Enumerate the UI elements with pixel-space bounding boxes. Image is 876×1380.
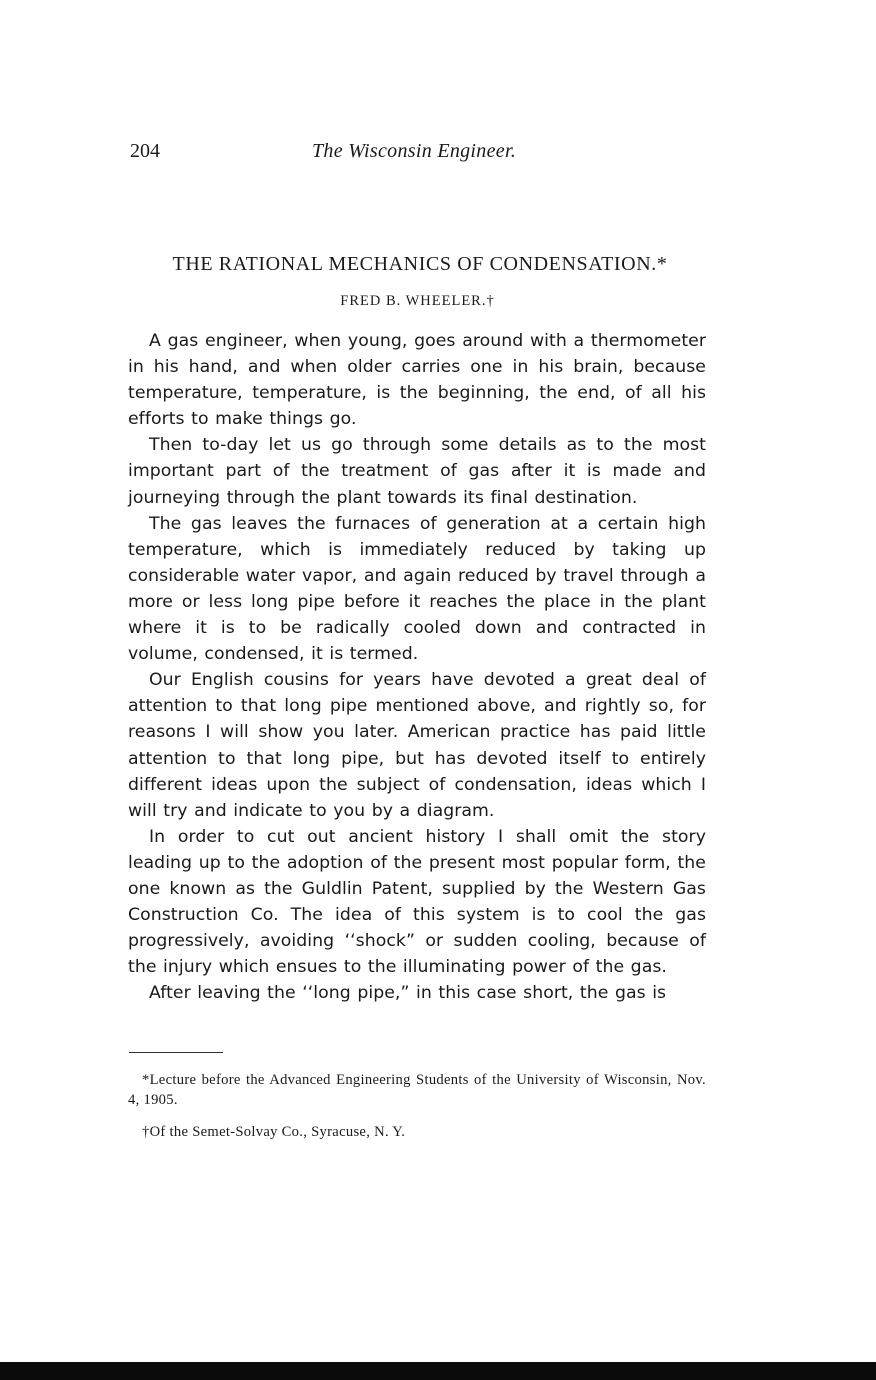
scan-border bbox=[0, 1362, 876, 1380]
article-title: THE RATIONAL MECHANICS OF CONDENSATION.* bbox=[172, 253, 668, 275]
running-head bbox=[130, 140, 705, 168]
journal-title: The Wisconsin Engineer. bbox=[312, 140, 517, 162]
paragraph: A gas engineer, when young, goes around with a thermometer in his hand, and when older carries one in his brain, because temperature, temperature, is the beginning, the end, of all his efforts to make things go. bbox=[128, 331, 706, 430]
footnote-lecture: *Lecture before the Advanced Engineering Students of the University of Wisconsin, Nov. 4, 1905. bbox=[128, 1072, 706, 1108]
page-number: 204 bbox=[130, 140, 160, 162]
paragraph: The gas leaves the furnaces of generation at a certain high temperature, which is immediately reduced by taking up considerable water vapor, and again reduced by travel through a more or less long pipe before it reaches the place in the plant where it is to be radically cooled down and contracted in volume, condensed, it is termed. bbox=[128, 513, 706, 665]
article-body bbox=[128, 328, 706, 1006]
paragraph: In order to cut out ancient history I shall omit the story leading up to the adoption of the present most popular form, the one known as the Guldlin Patent, supplied by the Western Gas Construction Co. The idea of this system is to cool the gas progressively, avoiding ‘‘shock” or sudden cooling, because of the injury which ensues to the illuminating power of the gas. bbox=[128, 826, 706, 978]
footnotes bbox=[128, 1070, 706, 1142]
author-byline: FRED B. WHEELER.† bbox=[340, 293, 495, 309]
paragraph: After leaving the ‘‘long pipe,” in this case short, the gas is bbox=[149, 983, 667, 1004]
footnote-affiliation: †Of the Semet-Solvay Co., Syracuse, N. Y. bbox=[142, 1124, 406, 1140]
paragraph: Then to-day let us go through some details as to the most important part of the treatment of gas after it is made and journeying through the plant towards its final destination. bbox=[128, 435, 706, 508]
paragraph: Our English cousins for years have devoted a great deal of attention to that long pipe mentioned above, and rightly so, for reasons I will show you later. American practice has paid little attention to that long pipe, but has devoted itself to entirely different ideas upon the subject of condensation, ideas which I will try and indicate to you by a diagram. bbox=[128, 670, 706, 821]
footnote-divider bbox=[129, 1052, 223, 1053]
